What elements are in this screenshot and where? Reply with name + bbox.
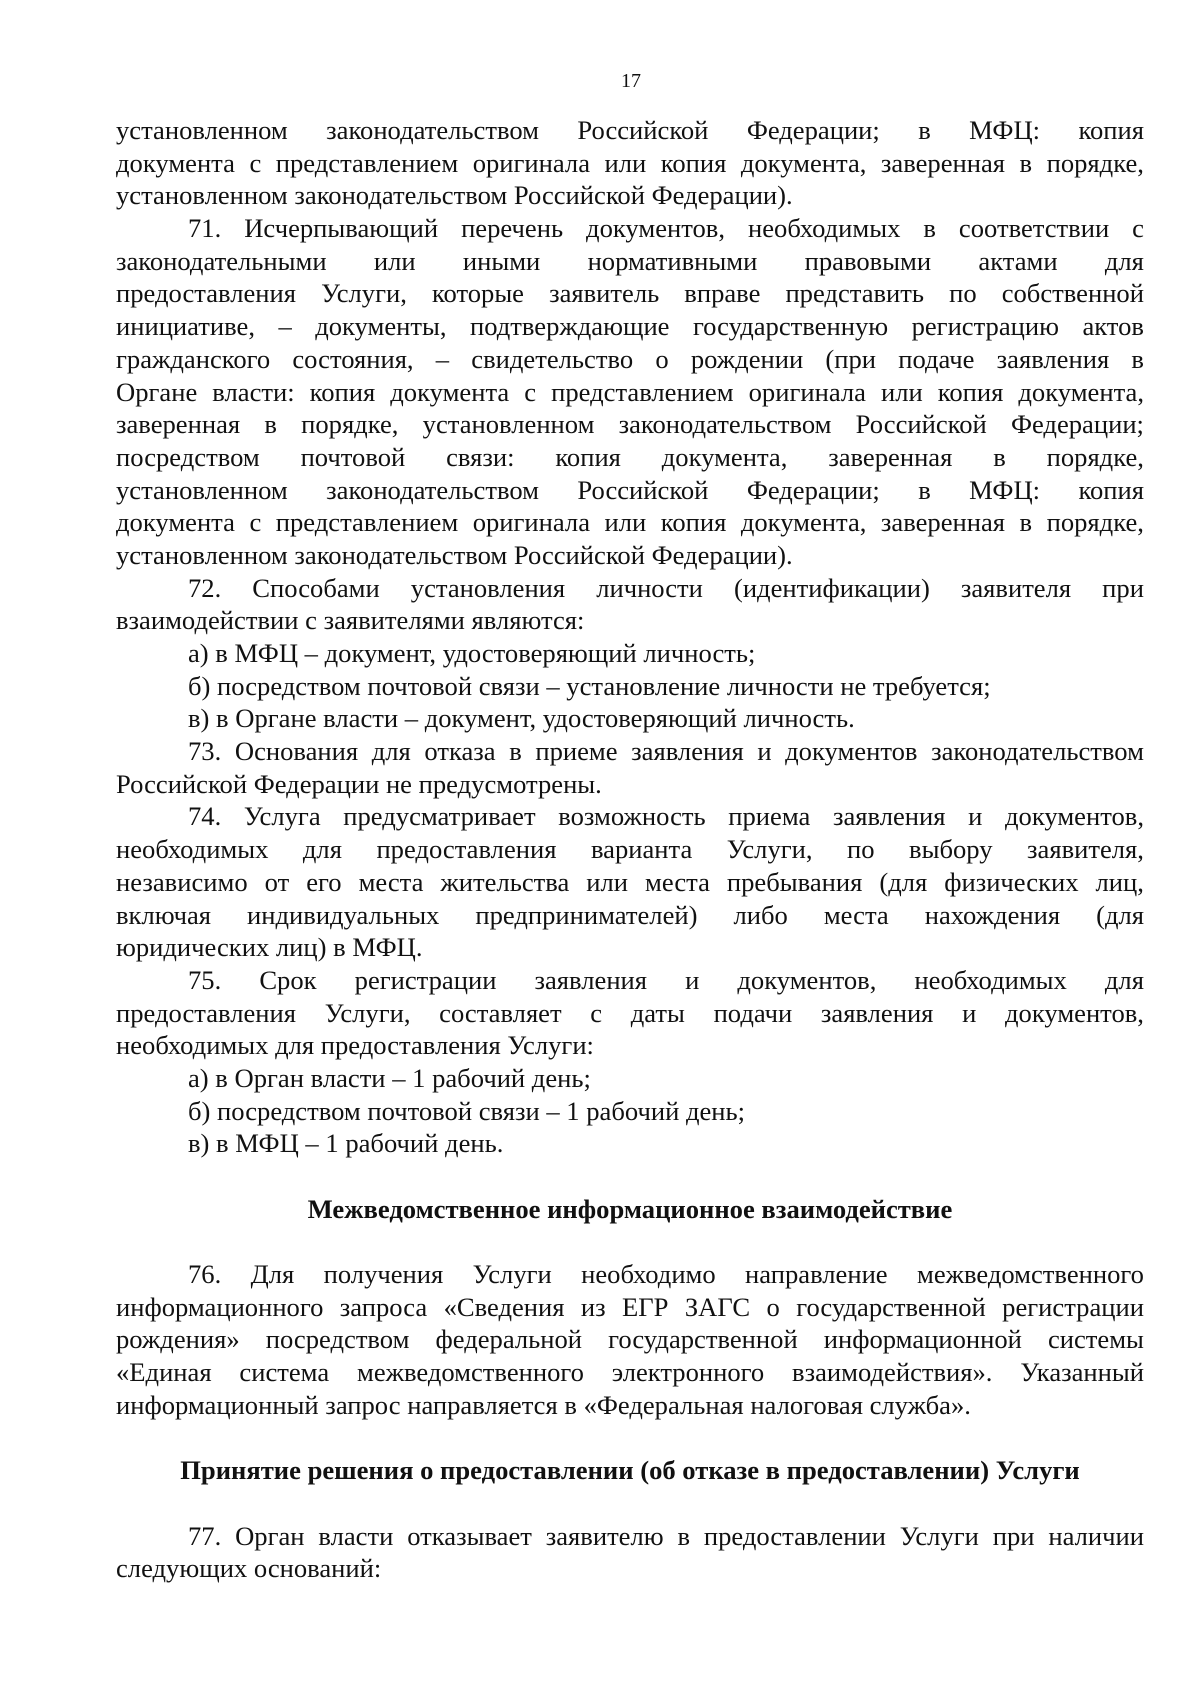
text-line	[116, 310, 1144, 343]
word: или	[586, 866, 629, 897]
word: возможность	[558, 801, 706, 832]
word: или	[604, 147, 647, 178]
word: регистрации	[1002, 1291, 1144, 1322]
text-line	[116, 1291, 1144, 1324]
word: с	[1132, 213, 1144, 244]
word: в	[1131, 343, 1144, 374]
word: личности	[596, 572, 703, 603]
section-heading: Принятие решения о предоставлении (об отказе в предоставлении) Услуги	[180, 1455, 1080, 1486]
text-line: б) посредством почтовой связи – установление личности не требуется;	[188, 670, 991, 701]
word: (идентификации)	[733, 572, 930, 603]
text-line	[116, 506, 1144, 539]
word: вправе	[684, 278, 761, 309]
word: –	[435, 343, 450, 374]
word: Услуги	[472, 1259, 552, 1290]
word: Услуги,	[324, 997, 411, 1028]
word: рождении	[690, 343, 804, 374]
word: представлением	[275, 507, 459, 538]
word: в	[923, 213, 936, 244]
word: порядке,	[1046, 507, 1144, 538]
word: представлением	[551, 376, 734, 407]
text-line: установленном законодательством Российской Федерации).	[116, 539, 793, 570]
word: установления	[410, 572, 566, 603]
word: подаче	[898, 343, 975, 374]
word: 73.	[188, 736, 222, 767]
word: и	[968, 801, 983, 832]
word: Федерации;	[1010, 409, 1144, 440]
word: «Единая	[116, 1357, 212, 1388]
word: системы	[1047, 1324, 1144, 1355]
word: пребывания	[726, 866, 863, 897]
word: информационного	[116, 1291, 324, 1322]
word: заявителю	[545, 1520, 664, 1551]
word: Основания	[234, 736, 359, 767]
word: посредством	[116, 441, 260, 472]
word: для	[1104, 245, 1144, 276]
text-line	[116, 1356, 1144, 1389]
word: заявления	[534, 964, 648, 995]
word: в	[264, 409, 277, 440]
text-line: информационный запрос направляется в «Федеральная налоговая служба».	[116, 1389, 971, 1420]
word: установленном	[116, 474, 288, 505]
blank-line	[116, 1160, 1144, 1193]
word: даты	[630, 997, 685, 1028]
word: отказывает	[407, 1520, 532, 1551]
text-line: следующих оснований:	[116, 1553, 382, 1584]
word: которые	[431, 278, 524, 309]
text-line	[116, 408, 1144, 441]
text-line	[116, 147, 1144, 180]
text-line	[116, 212, 1144, 245]
word: Орган	[235, 1520, 305, 1551]
word: предоставлении	[703, 1520, 886, 1551]
word: порядке,	[1046, 441, 1144, 472]
text-line	[116, 1323, 1144, 1356]
word: заявления	[996, 343, 1110, 374]
word: и	[685, 964, 700, 995]
word: по	[949, 278, 977, 309]
word: регистрации	[354, 964, 497, 995]
word: о	[655, 343, 669, 374]
word: система	[239, 1357, 330, 1388]
word: либо	[733, 899, 788, 930]
text-line	[116, 376, 1144, 409]
word: направление	[745, 1259, 888, 1290]
word: перечень	[461, 213, 564, 244]
word: запроса	[339, 1291, 428, 1322]
word: независимо	[116, 866, 248, 897]
word: документов,	[737, 964, 877, 995]
word: Российской	[855, 409, 987, 440]
text-line	[116, 800, 1144, 833]
word: необходимых	[914, 964, 1067, 995]
word: МФЦ:	[969, 115, 1041, 145]
word: документов,	[1005, 801, 1144, 832]
text-line: установленном законодательством Российской Федерации).	[116, 180, 793, 211]
text-line	[116, 245, 1144, 278]
word: лиц,	[1095, 866, 1144, 897]
document-body	[116, 114, 1144, 1585]
word: Органе	[116, 376, 198, 407]
word: с	[524, 376, 537, 407]
word: предоставления	[116, 278, 297, 309]
word: копия	[660, 507, 727, 538]
word: документа,	[740, 507, 867, 538]
word: межведомственного	[356, 1357, 584, 1388]
text-line: необходимых для предоставления Услуги:	[116, 1030, 594, 1061]
word: заявителя	[960, 572, 1072, 603]
word: жительства	[440, 866, 570, 897]
word: необходимо	[581, 1259, 716, 1290]
word: Услуги,	[321, 278, 407, 309]
text-line: в) в Органе власти – документ, удостоверяющий личность.	[188, 703, 855, 734]
blank-line	[116, 1225, 1144, 1258]
text-line	[116, 964, 1144, 997]
word: заверенная	[116, 409, 241, 440]
text-line: а) в Орган власти – 1 рабочий день;	[188, 1062, 591, 1093]
word: по	[847, 834, 875, 865]
word: о	[766, 1291, 780, 1322]
text-line	[116, 866, 1144, 899]
word: представить	[785, 278, 925, 309]
word: в	[993, 441, 1006, 472]
text-line: юридических лиц) в МФЦ.	[116, 932, 423, 963]
text-line	[116, 277, 1144, 310]
text-line: а) в МФЦ – документ, удостоверяющий личность;	[188, 638, 756, 668]
word: документов	[785, 736, 918, 767]
word: 77.	[188, 1520, 222, 1551]
text-line: взаимодействии с заявителями являются:	[116, 605, 585, 636]
word: заявления	[820, 997, 934, 1028]
word: инициативе,	[116, 311, 255, 342]
word: Услуги,	[726, 834, 813, 865]
word: и	[962, 997, 977, 1028]
word: актов	[1082, 311, 1144, 342]
word: нахождения	[924, 899, 1061, 930]
word: с	[249, 507, 262, 538]
word: физических	[944, 866, 1079, 897]
word: документа	[116, 507, 235, 538]
word: для	[371, 736, 411, 767]
word: с	[249, 147, 262, 178]
word: документов,	[1005, 997, 1144, 1028]
word: Федерации;	[746, 474, 880, 505]
word: документы,	[315, 311, 447, 342]
word: заявления	[832, 801, 946, 832]
word: Для	[250, 1259, 295, 1290]
word: или	[880, 376, 923, 407]
word: получения	[323, 1259, 444, 1290]
word: в	[918, 474, 931, 505]
section-heading: Межведомственное информационное взаимодействие	[307, 1193, 953, 1224]
word: актами	[978, 245, 1058, 276]
word: индивидуальных	[247, 899, 440, 930]
word: варианта	[590, 834, 693, 865]
word: копия	[937, 376, 1004, 407]
word: законодательством	[618, 409, 832, 440]
word: оригинала	[472, 147, 591, 178]
word: законодательными	[116, 245, 327, 276]
word: необходимых	[747, 213, 901, 244]
word: порядке,	[1046, 147, 1144, 178]
word: гражданского	[116, 343, 271, 374]
word: 75.	[188, 964, 222, 995]
word: установленном	[116, 115, 288, 145]
word: 72.	[188, 572, 222, 603]
word: законодательством	[931, 736, 1144, 767]
word: установленном	[422, 409, 595, 440]
word: документа,	[740, 147, 867, 178]
word: документов,	[586, 213, 726, 244]
word: Способами	[252, 572, 380, 603]
word: или	[604, 507, 647, 538]
word: свидетельство	[471, 343, 634, 374]
word: почтовой	[300, 441, 406, 472]
text-line	[116, 1258, 1144, 1291]
word: предоставления	[376, 834, 557, 865]
word: копия	[555, 441, 621, 472]
word: подтверждающие	[469, 311, 670, 342]
word: в	[509, 736, 522, 767]
word: иными	[462, 245, 541, 276]
word: законодательством	[326, 115, 539, 145]
text-line	[116, 735, 1144, 768]
text-line	[116, 997, 1144, 1030]
word: соответствии	[958, 213, 1110, 244]
word: заявитель	[549, 278, 660, 309]
word: Услуги	[899, 1520, 979, 1551]
word: места	[823, 899, 889, 930]
word: Федерации;	[746, 115, 880, 145]
word: посредством	[265, 1324, 410, 1355]
word: порядке,	[301, 409, 399, 440]
word: власти	[318, 1520, 394, 1551]
word: составляет	[439, 997, 562, 1028]
word: нормативными	[587, 245, 758, 276]
word: состояния,	[292, 343, 414, 374]
word: государственную	[692, 311, 889, 342]
word: регистрацию	[911, 311, 1059, 342]
word: наличии	[1048, 1520, 1144, 1551]
word: ЕГР	[622, 1291, 669, 1322]
word: (при	[825, 343, 877, 374]
word: документа	[116, 147, 235, 178]
word: в	[918, 115, 931, 145]
word: в	[1019, 507, 1033, 538]
word: государственной	[796, 1291, 986, 1322]
text-line: Российской Федерации не предусмотрены.	[116, 768, 602, 799]
word: для	[1104, 964, 1144, 995]
word: 76.	[188, 1259, 222, 1290]
word: Исчерпывающий	[244, 213, 439, 244]
text-line	[116, 1520, 1144, 1553]
word: документа,	[661, 441, 788, 472]
word: Срок	[259, 964, 317, 995]
word: власти:	[212, 376, 295, 407]
text-line	[116, 572, 1144, 605]
text-line	[116, 474, 1144, 507]
word: места	[358, 866, 424, 897]
word: заверенная	[880, 507, 1006, 538]
word: предоставления	[116, 997, 297, 1028]
word: заявителя,	[1027, 834, 1144, 865]
word: включая	[116, 899, 212, 930]
word: документа	[390, 376, 510, 407]
word: 74.	[188, 801, 222, 832]
word: или	[373, 245, 416, 276]
word: взаимодействия».	[792, 1357, 993, 1388]
word: заявления	[631, 736, 744, 767]
word: для	[302, 834, 342, 865]
word: Указанный	[1020, 1357, 1144, 1388]
word: его	[306, 866, 342, 897]
word: ЗАГС	[684, 1291, 751, 1322]
word: копия	[1078, 474, 1144, 505]
word: Услуга	[243, 801, 321, 832]
blank-line	[116, 1422, 1144, 1455]
word: подачи	[713, 997, 793, 1028]
text-line	[116, 343, 1144, 376]
word: Российской	[577, 474, 709, 505]
word: информационной	[823, 1324, 1022, 1355]
word: оригинала	[748, 376, 866, 407]
word: при	[1102, 572, 1144, 603]
word: 71.	[188, 213, 222, 244]
word: копия	[1078, 115, 1144, 145]
word: предпринимателей)	[475, 899, 698, 930]
word: из	[580, 1291, 606, 1322]
word: документа,	[1018, 376, 1144, 407]
blank-line	[116, 1487, 1144, 1520]
word: заверенная	[828, 441, 953, 472]
word: (для	[1096, 899, 1144, 930]
word: МФЦ:	[969, 474, 1041, 505]
word: и	[757, 736, 772, 767]
word: Российской	[577, 115, 709, 145]
word: выбору	[909, 834, 993, 865]
word: законодательством	[326, 474, 539, 505]
word: при	[992, 1520, 1035, 1551]
text-line	[116, 833, 1144, 866]
word: копия	[309, 376, 376, 407]
word: приема	[728, 801, 811, 832]
text-line: в) в МФЦ – 1 рабочий день.	[188, 1128, 504, 1159]
word: собственной	[1001, 278, 1144, 309]
text-line	[116, 114, 1144, 147]
word: с	[590, 997, 603, 1028]
word: рождения»	[116, 1324, 240, 1355]
word: –	[278, 311, 292, 342]
word: места	[645, 866, 710, 897]
text-line: б) посредством почтовой связи – 1 рабочий день;	[188, 1095, 746, 1126]
text-line	[116, 441, 1144, 474]
word: электронного	[611, 1357, 765, 1388]
page-number: 17	[621, 70, 641, 92]
text-line	[116, 899, 1144, 932]
word: заверенная	[880, 147, 1006, 178]
word: отказа	[424, 736, 496, 767]
word: государственной	[608, 1324, 798, 1355]
word: в	[677, 1520, 691, 1551]
word: межведомственного	[916, 1259, 1144, 1290]
word: федеральной	[435, 1324, 583, 1355]
word: представлением	[275, 147, 459, 178]
word: необходимых	[116, 834, 269, 865]
word: предусматривает	[343, 801, 536, 832]
word: копия	[660, 147, 727, 178]
word: в	[1019, 147, 1033, 178]
word: приеме	[535, 736, 618, 767]
word: оригинала	[472, 507, 591, 538]
word: от	[264, 866, 290, 897]
word: (для	[879, 866, 928, 897]
word: «Сведения	[443, 1291, 565, 1322]
word: связи:	[446, 441, 515, 472]
word: правовыми	[804, 245, 932, 276]
